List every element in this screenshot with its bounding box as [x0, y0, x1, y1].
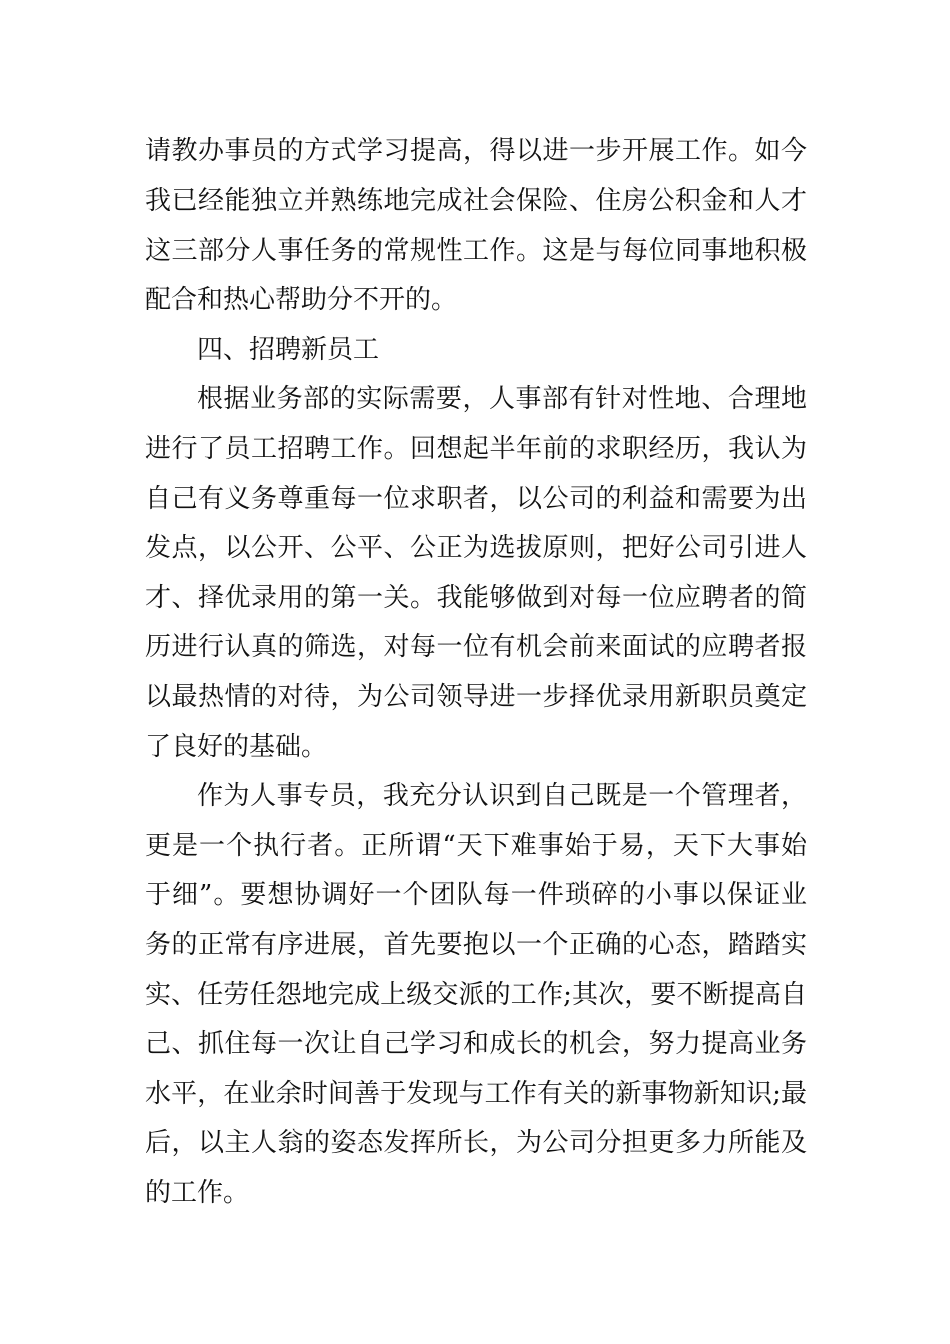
text-line: 己、抓住每一次让自己学习和成长的机会，努力提高业务 — [145, 1029, 807, 1059]
text-line: 进行了员工招聘工作。回想起半年前的求职经历，我认为 — [145, 434, 807, 464]
text-line: 的工作。 — [145, 1178, 250, 1208]
text-line: 作为人事专员，我充分认识到自己既是一个管理者， — [197, 781, 807, 811]
text-line: 我已经能独立并熟练地完成社会保险、住房公积金和人才 — [145, 186, 807, 216]
text-line: 了良好的基础。 — [145, 732, 328, 762]
text-line: 发点，以公开、公平、公正为选拔原则，把好公司引进人 — [145, 533, 807, 563]
text-line: 才、择优录用的第一关。我能够做到对每一位应聘者的简 — [145, 583, 807, 613]
text-line: 务的正常有序进展，首先要抱以一个正确的心态，踏踏实 — [145, 930, 807, 960]
text-line: 请教办事员的方式学习提高，得以进一步开展工作。如今 — [145, 136, 807, 166]
text-line: 以最热情的对待，为公司领导进一步择优录用新职员奠定 — [145, 682, 807, 712]
text-line: 后，以主人翁的姿态发挥所长，为公司分担更多力所能及 — [145, 1128, 807, 1158]
text-line: 这三部分人事任务的常规性工作。这是与每位同事地积极 — [145, 236, 807, 266]
section-heading: 四、招聘新员工 — [197, 335, 380, 365]
text-line: 自己有义务尊重每一位求职者，以公司的利益和需要为出 — [145, 484, 807, 514]
text-line: 根据业务部的实际需要，人事部有针对性地、合理地 — [197, 384, 807, 414]
text-line: 配合和热心帮助分不开的。 — [145, 285, 458, 315]
text-line: 实、任劳任怨地完成上级交派的工作;其次，要不断提高自 — [145, 980, 807, 1010]
text-line: 于细”。要想协调好一个团队每一件琐碎的小事以保证业 — [145, 880, 807, 910]
text-line: 水平，在业余时间善于发现与工作有关的新事物新知识;最 — [145, 1079, 807, 1109]
text-line: 更是一个执行者。正所谓“天下难事始于易，天下大事始 — [145, 831, 807, 861]
text-line: 历进行认真的筛选，对每一位有机会前来面试的应聘者报 — [145, 632, 807, 662]
